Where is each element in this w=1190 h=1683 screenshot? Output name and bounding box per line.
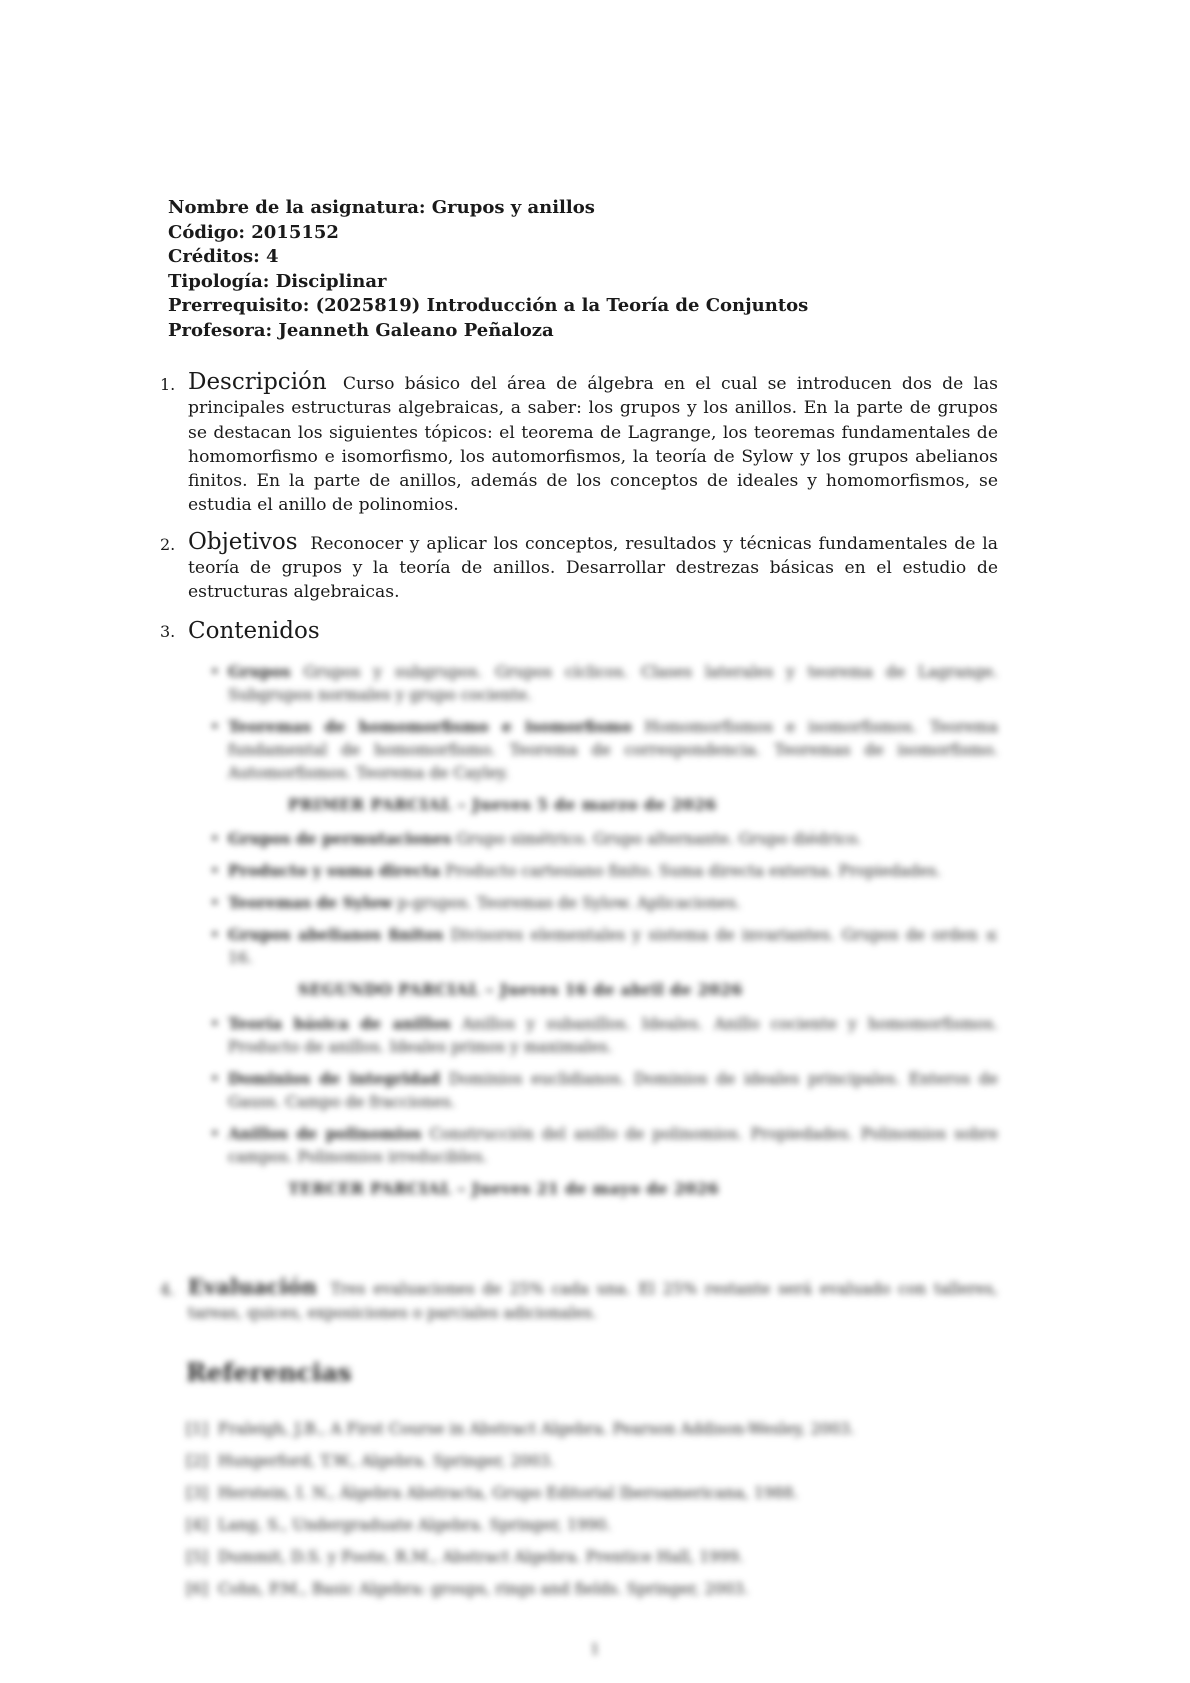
content-item-text: Divisores elementales y sistema de invariantes. Grupos de orden ≤ 16. [228,926,998,967]
content-item-text: Construcción del anillo de polinomios. Propiedades. Polinomios sobre campos. Polinomios irreducibles. [228,1125,998,1166]
reference-item [186,1509,966,1541]
content-item-title: Producto y suma directa [228,861,441,880]
content-item [208,923,998,970]
reference-text: Fraleigh, J.B., A First Course in Abstract Algebra. Pearson Addison-Wesley, 2003. [218,1420,855,1438]
reference-key: [5] [186,1548,208,1566]
section-text: Curso básico del área de álgebra en el cual se introducen dos de las principales estructuras algebraicas, a saber: los grupos y los anillos. En la parte de grupos se destacan los siguientes tópicos: el teorema de Lagrange, los teoremas fundamentales de homomorfismo e isomorfismo, los automorfismos, la teoría de Sylow y los grupos abelianos finitos. En la parte de anillos, además de los conceptos de ideales y homomorfismos, se estudia el anillo de polinomios. [188,374,998,516]
reference-key: [1] [186,1420,208,1438]
contenidos-list [208,660,998,1211]
course-header [168,196,1028,343]
reference-text: Cohn, P.M., Basic Algebra: groups, rings and fields. Springer, 2003. [218,1580,749,1598]
section-objetivos [158,530,998,605]
content-item [208,715,998,785]
course-credits: Créditos: 4 [168,246,279,267]
content-item [208,891,998,915]
references-heading: Referencias [186,1358,352,1387]
content-item [208,859,998,883]
course-name: Nombre de la asignatura: Grupos y anillos [168,197,595,218]
content-item [208,660,998,707]
reference-text: Dummit, D.S. y Foote, R.M., Abstract Algebra. Prentice Hall, 1999. [218,1548,744,1566]
section-title: Objetivos [188,528,298,555]
content-item-title: Grupos de permutaciones [228,829,452,848]
content-item-title: Anillos de polinomios [228,1124,422,1143]
content-item-text: Dominios euclidianos. Dominios de ideales principales. Enteros de Gauss. Campo de fracciones. [228,1070,998,1111]
content-item-text: Grupos y subgrupos. Grupos cíclicos. Clases laterales y teorema de Lagrange. Subgrupos normales y grupo cociente. [228,663,998,704]
page-number: 1 [590,1640,600,1658]
section-number: 4. [160,1280,176,1299]
reference-text: Hungerford, T.W., Algebra. Springer, 2003. [218,1452,555,1470]
course-code: Código: 2015152 [168,221,339,243]
section-number: 3. [160,621,176,641]
content-item [208,1067,998,1114]
sections [158,370,998,657]
content-item [208,1012,998,1059]
reference-item [186,1573,966,1605]
content-item-text: Homomorfismos e isomorfismos. Teorema fundamental de homomorfismo. Teorema de correspondencia. Teoremas de isomorfismo. Automorfismos. Teorema de Cayley. [228,718,998,782]
section-text: Reconocer y aplicar los conceptos, resultados y técnicas fundamentales de la teoría de grupos y la teoría de anillos. Desarrollar destrezas básicas en el estudio de estructuras algebraicas. [188,533,998,603]
section-number: 1. [160,375,176,394]
reference-item [186,1445,966,1477]
content-item-title: Grupos abelianos finitos [228,925,444,944]
references [186,1358,966,1605]
course-prerequisite: Prerrequisito: (2025819) Introducción a la Teoría de Conjuntos [168,295,809,316]
exam-date: SEGUNDO PARCIAL – Jueves 16 de abril de 2026 [298,980,743,999]
exam-date: TERCER PARCIAL – Jueves 21 de mayo de 2026 [288,1179,720,1198]
reference-key: [3] [186,1484,208,1502]
section-title: Evaluación [188,1274,317,1299]
reference-item [186,1477,966,1509]
course-typology: Tipología: Disciplinar [168,270,387,292]
content-item [208,1122,998,1169]
section-title: Descripción [188,369,327,395]
content-item-text: Anillos y subanillos. Ideales. Anillo cociente y homomorfismos. Producto de anillos. Ideales primos y maximales. [228,1015,998,1056]
content-item [208,827,998,851]
content-item-title: Teoremas de homomorfismo e isomorfismo [228,717,632,736]
reference-key: [4] [186,1516,208,1534]
section-contenidos [158,617,998,645]
section-text: Tres evaluaciones de 25% cada una. El 25% restante será evaluado con talleres, tareas, quices, exposiciones o parciales adicionales. [188,1280,998,1322]
section-evaluacion [158,1275,998,1325]
reference-item [186,1413,966,1445]
section-title: Contenidos [188,617,320,644]
reference-item [186,1541,966,1573]
content-item-title: Teoremas de Sylow [228,893,393,912]
content-item-text: Grupo simétrico. Grupo alternante. Grupo diédrico. [456,830,862,848]
reference-text: Herstein, I. N., Álgebra Abstracta, Grupo Editorial Iberoamericana, 1988. [218,1484,799,1502]
section-descripcion [158,370,998,518]
exam-date: PRIMER PARCIAL – Jueves 5 de marzo de 2026 [288,795,717,814]
content-item-title: Grupos [228,662,291,681]
content-item-text: p-grupos. Teoremas de Sylow. Aplicaciones. [397,894,741,912]
section-number: 2. [160,534,176,554]
references-list [186,1413,966,1605]
content-item-title: Dominios de integridad [228,1069,441,1088]
course-professor: Profesora: Jeanneth Galeano Peñaloza [168,319,554,341]
content-item-title: Teoría básica de anillos [228,1014,451,1033]
reference-key: [6] [186,1580,208,1598]
content-item-text: Producto cartesiano finito. Suma directa externa. Propiedades. [445,862,942,880]
reference-text: Lang, S., Undergraduate Algebra. Springer, 1990. [218,1516,612,1534]
reference-key: [2] [186,1452,208,1470]
